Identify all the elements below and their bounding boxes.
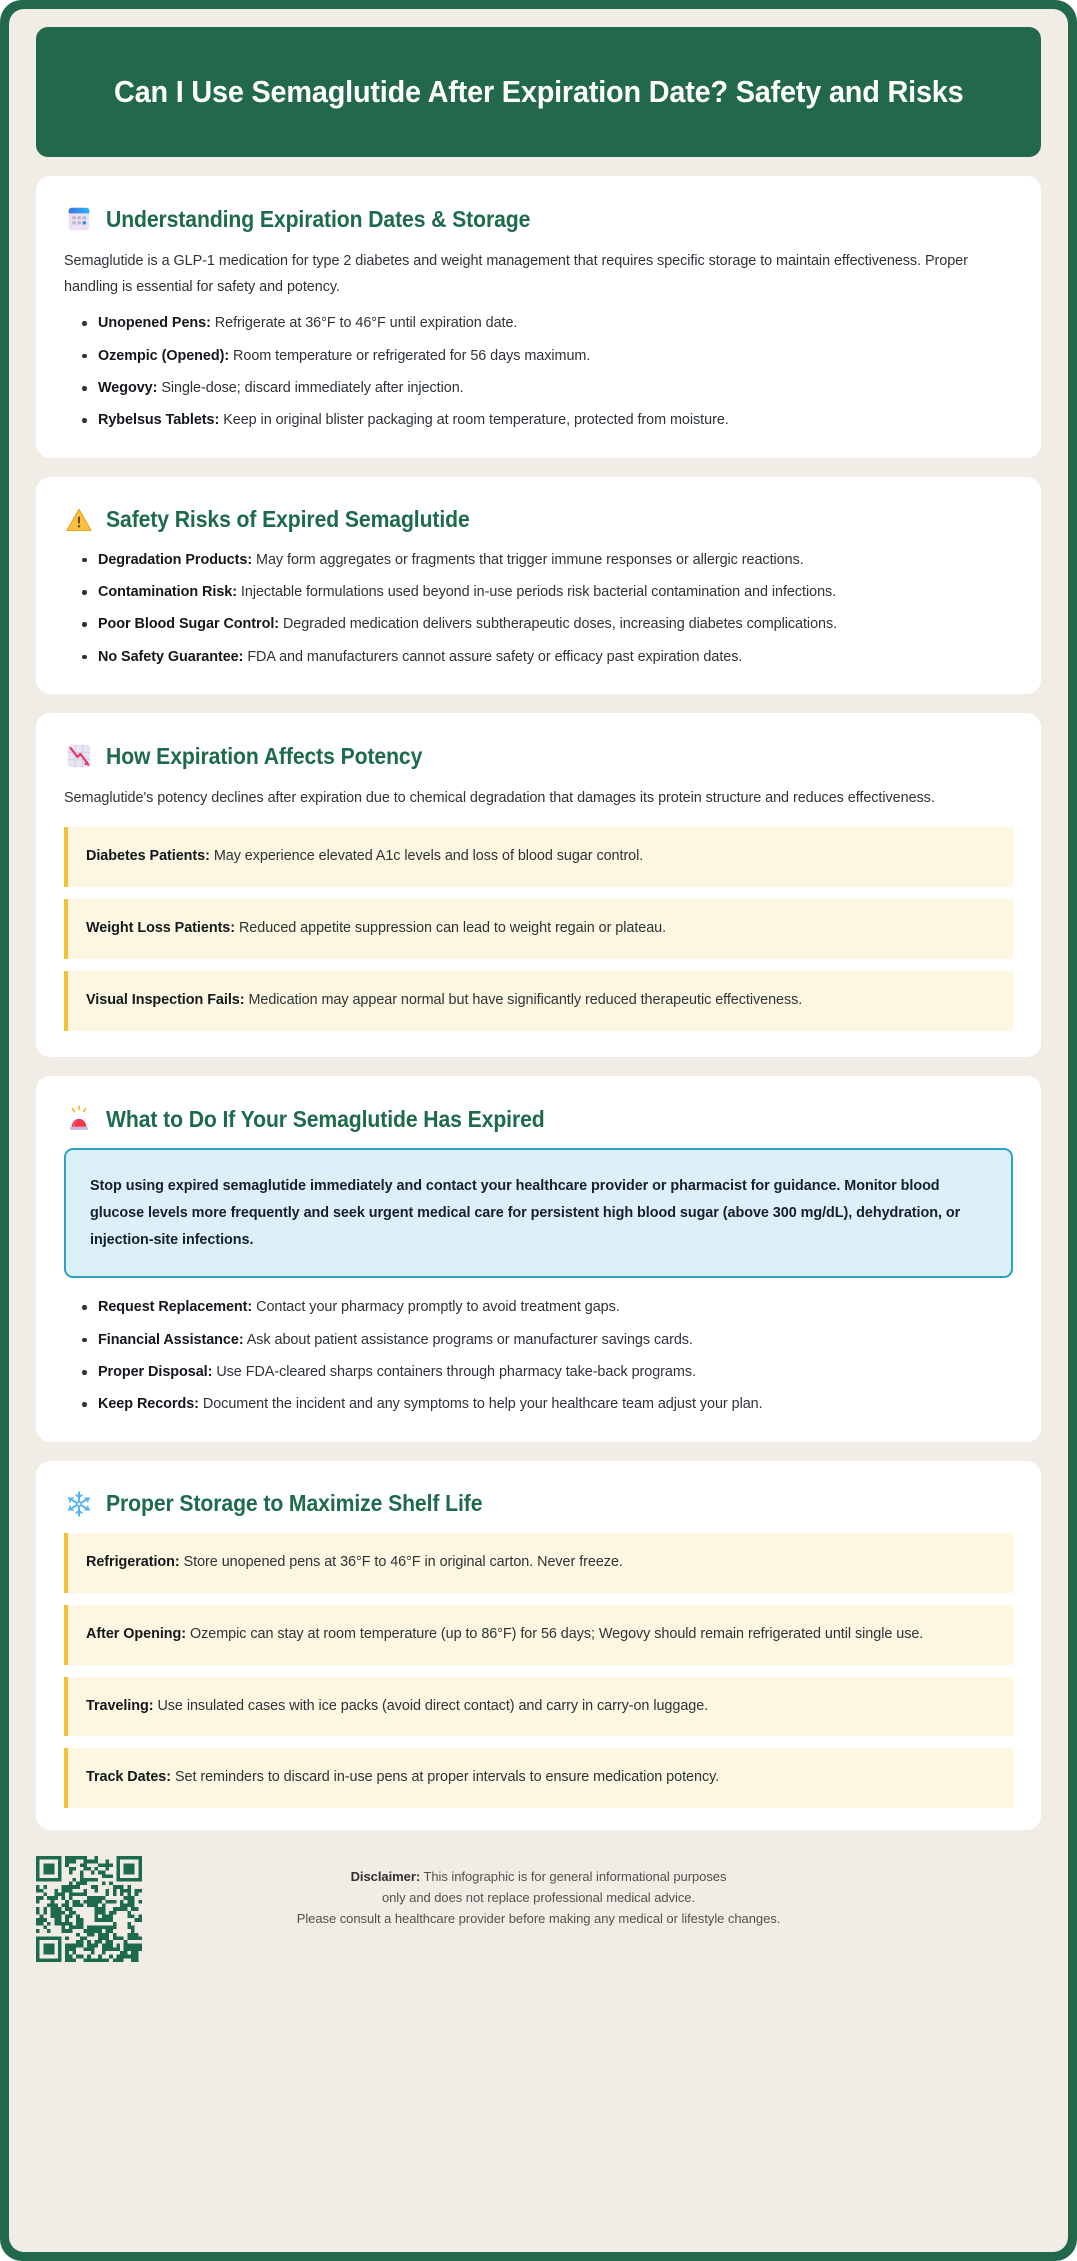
callout-row bbox=[64, 1677, 1013, 1737]
list-item-label: No Safety Guarantee: bbox=[98, 648, 244, 665]
list-item bbox=[98, 646, 1013, 668]
bullet-list bbox=[64, 312, 1013, 431]
section-header bbox=[64, 1104, 1013, 1134]
callout-row bbox=[64, 1533, 1013, 1593]
list-item-text: Contact your pharmacy promptly to avoid treatment gaps. bbox=[256, 1299, 620, 1316]
callout-body: May experience elevated A1c levels and loss of blood sugar control. bbox=[213, 848, 644, 865]
section-header bbox=[64, 204, 1013, 234]
disclaimer-line-2: only and does not replace professional medical advice. bbox=[381, 1890, 696, 1906]
disclaimer-line-1: This infographic is for general informational purposes bbox=[423, 1869, 727, 1885]
callout-label: Refrigeration: bbox=[86, 1553, 180, 1570]
callout-label: Diabetes Patients: bbox=[86, 848, 210, 865]
chart-decreasing-icon bbox=[64, 741, 94, 771]
calendar-icon bbox=[64, 204, 94, 234]
list-item-text: Room temperature or refrigerated for 56 days maximum. bbox=[233, 347, 591, 364]
list-item bbox=[98, 409, 1013, 431]
disclaimer bbox=[36, 1852, 1041, 1929]
qr-code[interactable] bbox=[36, 1856, 142, 1962]
callout-text bbox=[86, 844, 995, 870]
section-title: What to Do If Your Semaglutide Has Expired bbox=[106, 1105, 545, 1132]
callout-text bbox=[86, 916, 995, 942]
callout-body: Set reminders to discard in-use pens at proper intervals to ensure medication potency. bbox=[174, 1769, 720, 1786]
section-paragraph: Semaglutide is a GLP-1 medication for type 2 diabetes and weight management that requires specific storage to maintain effectiveness. Proper handling is essential for safety and potency. bbox=[64, 253, 968, 296]
section-card-what-to-do bbox=[36, 1076, 1041, 1442]
list-item-text: Refrigerate at 36°F to 46°F until expiration date. bbox=[214, 315, 518, 332]
siren-icon bbox=[64, 1104, 94, 1134]
list-item-text: FDA and manufacturers cannot assure safety or efficacy past expiration dates. bbox=[247, 648, 743, 665]
disclaimer-line-3: Please consult a healthcare provider before making any medical or lifestyle changes. bbox=[296, 1911, 781, 1927]
section-title: How Expiration Affects Potency bbox=[106, 742, 423, 769]
list-item bbox=[98, 549, 1013, 571]
list-item-label: Unopened Pens: bbox=[98, 315, 211, 332]
callout-row bbox=[64, 1748, 1013, 1808]
list-item bbox=[98, 1361, 1013, 1383]
list-item-label: Wegovy: bbox=[98, 380, 158, 397]
section-header bbox=[64, 505, 1013, 535]
section-card-safety-risks bbox=[36, 477, 1041, 694]
callout-row bbox=[64, 899, 1013, 959]
callout-text bbox=[86, 1765, 995, 1791]
list-item-label: Poor Blood Sugar Control: bbox=[98, 616, 280, 633]
snowflake-icon bbox=[64, 1489, 94, 1519]
urgent-alert-text: Stop using expired semaglutide immediately and contact your healthcare provider or pharmacist for guidance. Monitor blood glucose levels more frequently and seek urgent medical care for persistent high blood sugar (above 300 mg/dL), dehydration, or injection-site infections. bbox=[90, 1178, 961, 1248]
footer bbox=[36, 1852, 1041, 1972]
list-item-label: Contamination Risk: bbox=[98, 584, 237, 601]
list-item-label: Keep Records: bbox=[98, 1396, 199, 1413]
section-header bbox=[64, 1489, 1013, 1519]
callout-body: Reduced appetite suppression can lead to weight regain or plateau. bbox=[238, 920, 667, 937]
urgent-alert-box bbox=[64, 1148, 1013, 1278]
list-item bbox=[98, 377, 1013, 399]
header-banner bbox=[36, 27, 1041, 157]
callout-label: After Opening: bbox=[86, 1625, 187, 1642]
section-title: Understanding Expiration Dates & Storage bbox=[106, 205, 531, 232]
poster-content bbox=[9, 9, 1068, 1972]
section-card-expiration-potency bbox=[36, 713, 1041, 1057]
section-title: Safety Risks of Expired Semaglutide bbox=[106, 506, 470, 533]
callout-body: Medication may appear normal but have significantly reduced therapeutic effectiveness. bbox=[248, 992, 803, 1009]
list-item bbox=[98, 1393, 1013, 1415]
callout-text bbox=[86, 988, 995, 1014]
list-item-label: Proper Disposal: bbox=[98, 1364, 213, 1381]
callout-label: Visual Inspection Fails: bbox=[86, 992, 245, 1009]
list-item bbox=[98, 1329, 1013, 1351]
callout-body: Store unopened pens at 36°F to 46°F in original carton. Never freeze. bbox=[183, 1553, 623, 1570]
callout-text bbox=[86, 1622, 995, 1648]
list-item bbox=[98, 1296, 1013, 1318]
callout-label: Traveling: bbox=[86, 1697, 154, 1714]
list-item-label: Ozempic (Opened): bbox=[98, 347, 230, 364]
list-item bbox=[98, 312, 1013, 334]
callout-label: Track Dates: bbox=[86, 1769, 171, 1786]
list-item-text: Injectable formulations used beyond in-use periods risk bacterial contamination and infections. bbox=[240, 584, 837, 601]
bullet-list bbox=[64, 1296, 1013, 1415]
callout-row bbox=[64, 827, 1013, 887]
callout-text bbox=[86, 1550, 995, 1576]
callout-list bbox=[64, 827, 1013, 1031]
list-item-text: Document the incident and any symptoms to help your healthcare team adjust your plan. bbox=[202, 1396, 763, 1413]
list-item-label: Rybelsus Tablets: bbox=[98, 412, 220, 429]
list-item-label: Request Replacement: bbox=[98, 1299, 253, 1316]
page-title: Can I Use Semaglutide After Expiration Date? Safety and Risks bbox=[113, 74, 964, 110]
section-header bbox=[64, 741, 1013, 771]
list-item-text: Degraded medication delivers subtherapeutic doses, increasing diabetes complications. bbox=[282, 616, 838, 633]
callout-label: Weight Loss Patients: bbox=[86, 920, 236, 937]
list-item-text: Ask about patient assistance programs or manufacturer savings cards. bbox=[246, 1331, 693, 1348]
section-title: Proper Storage to Maximize Shelf Life bbox=[106, 1490, 483, 1517]
bullet-list bbox=[64, 549, 1013, 668]
disclaimer-label: Disclaimer: bbox=[350, 1869, 421, 1885]
section-card-proper-storage bbox=[36, 1461, 1041, 1831]
callout-text bbox=[86, 1694, 995, 1720]
callout-body: Use insulated cases with ice packs (avoid direct contact) and carry in carry-on luggage. bbox=[157, 1697, 709, 1714]
list-item bbox=[98, 613, 1013, 635]
list-item-label: Financial Assistance: bbox=[98, 1331, 244, 1348]
section-paragraph: Semaglutide's potency declines after expiration due to chemical degradation that damages its protein structure and reduces effectiveness. bbox=[64, 790, 935, 807]
list-item-text: Keep in original blister packaging at room temperature, protected from moisture. bbox=[223, 412, 729, 429]
list-item-text: May form aggregates or fragments that trigger immune responses or allergic reactions. bbox=[256, 551, 804, 568]
list-item-label: Degradation Products: bbox=[98, 551, 253, 568]
callout-row bbox=[64, 971, 1013, 1031]
list-item bbox=[98, 581, 1013, 603]
list-item-text: Use FDA-cleared sharps containers through pharmacy take-back programs. bbox=[216, 1364, 696, 1381]
callout-body: Ozempic can stay at room temperature (up to 86°F) for 56 days; Wegovy should remain refrigerated until single use. bbox=[189, 1625, 924, 1642]
list-item bbox=[98, 345, 1013, 367]
callout-list bbox=[64, 1533, 1013, 1809]
callout-row bbox=[64, 1605, 1013, 1665]
poster-inner-frame bbox=[9, 9, 1068, 2252]
list-item-text: Single-dose; discard immediately after injection. bbox=[161, 380, 464, 397]
section-card-understanding-expiration bbox=[36, 176, 1041, 458]
warning-icon bbox=[64, 505, 94, 535]
